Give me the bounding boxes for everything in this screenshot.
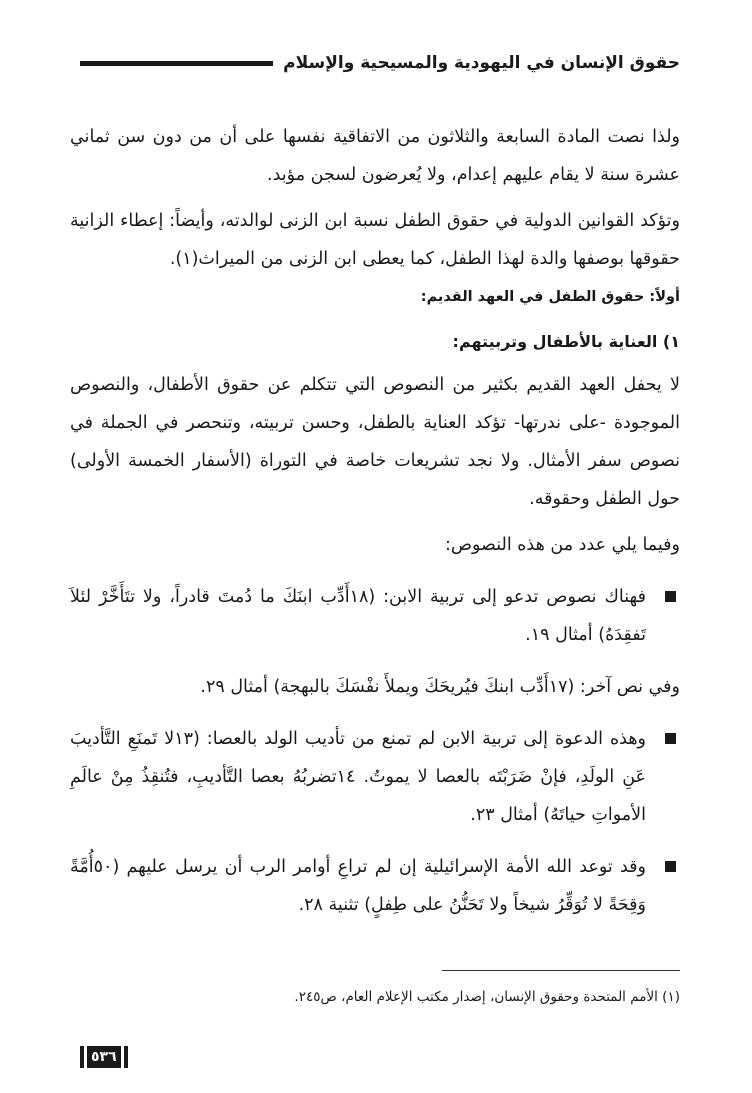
bullet-text: فهناك نصوص تدعو إلى تربية الابن: (١٨أَدِّب ابنَكَ ما دُمتَ قادراً، ولا تتَأَخَّرْ لئلاَ تَفقِدَهُ) أمثال ١٩. bbox=[70, 587, 646, 645]
page-number-bar bbox=[80, 1046, 84, 1068]
bullet-text: وقد توعد الله الأمة الإسرائيلية إن لم تراعِ أوامر الرب أن يرسل عليهم (٥٠أُمَّةً وَقِحَةً لا تُوَقِّرُ شيخاً ولا تَحَنُّنُ على طِفلٍ) تثنية ٢٨. bbox=[70, 857, 646, 915]
footnote: (١) الأمم المتحدة وحقوق الإنسان، إصدار مكتب الإعلام العام، ص٢٤٥. bbox=[294, 989, 680, 1005]
running-header bbox=[80, 50, 680, 76]
header-rule bbox=[80, 61, 273, 66]
subsection-heading: ١) العناية بالأطفال وتربيتهم: bbox=[452, 332, 680, 351]
bullet-text: وهذه الدعوة إلى تربية الابن لم تمنع من تأديب الولد بالعصا: (١٣لا تَمنَعِ التَّأديبَ عَنِ الولَدِ، فإنْ ضَرَبْتَه بالعصا لا يموتُ. ١٤تضربُهُ بعصا التَّأديبِ، فتُنقِذُ مِنْ عالَمِ الأمواتِ حياتَهُ) أمثال ٢٣. bbox=[70, 729, 646, 825]
section-heading: أولاً: حقوق الطفل في العهد القديم: bbox=[420, 289, 680, 305]
square-bullet-icon bbox=[665, 733, 676, 744]
paragraph: وتؤكد القوانين الدولية في حقوق الطفل نسبة ابن الزنى لوالدته، وأيضاً: إعطاء الزانية حقوقها بوصفها والدة لهذا الطفل، كما يعطى ابن الزنى من الميراث(١). bbox=[70, 211, 680, 269]
bullet-item bbox=[70, 578, 680, 654]
main-text bbox=[70, 118, 680, 924]
page-number bbox=[80, 1045, 128, 1069]
page-number-bar bbox=[124, 1046, 128, 1068]
paragraph: لا يحفل العهد القديم بكثير من النصوص التي تتكلم عن حقوق الأطفال، والنصوص الموجودة -على ندرتها- تؤكد العناية بالطفل، وحسن تربيته، وتنحصر في الجملة في نصوص سفر الأمثال. ولا نجد تشريعات خاصة في التوراة (الأسفار الخمسة الأولى) حول الطفل وحقوقه. bbox=[70, 375, 680, 509]
square-bullet-icon bbox=[665, 861, 676, 872]
running-title: حقوق الإنسان في اليهودية والمسيحية والإسلام bbox=[283, 53, 680, 73]
paragraph: وفيما يلي عدد من هذه النصوص: bbox=[444, 535, 680, 555]
paragraph: ولذا نصت المادة السابعة والثلاثون من الاتفاقية نفسها على أن من دون سن ثماني عشرة سنة لا يقام عليهم إعدام، ولا يُعرضون لسجن مؤبد. bbox=[70, 127, 680, 185]
bullet-item bbox=[70, 848, 680, 924]
footnote-separator bbox=[442, 970, 680, 971]
paragraph: وفي نص آخر: (١٧أَدِّب ابنكَ فيُريحَكَ ويملأَ نفْسَكَ بالبهجة) أمثال ٢٩. bbox=[200, 677, 680, 697]
bullet-item bbox=[70, 720, 680, 834]
page-number-label: ٥٣٦ bbox=[87, 1046, 121, 1068]
square-bullet-icon bbox=[665, 591, 676, 602]
